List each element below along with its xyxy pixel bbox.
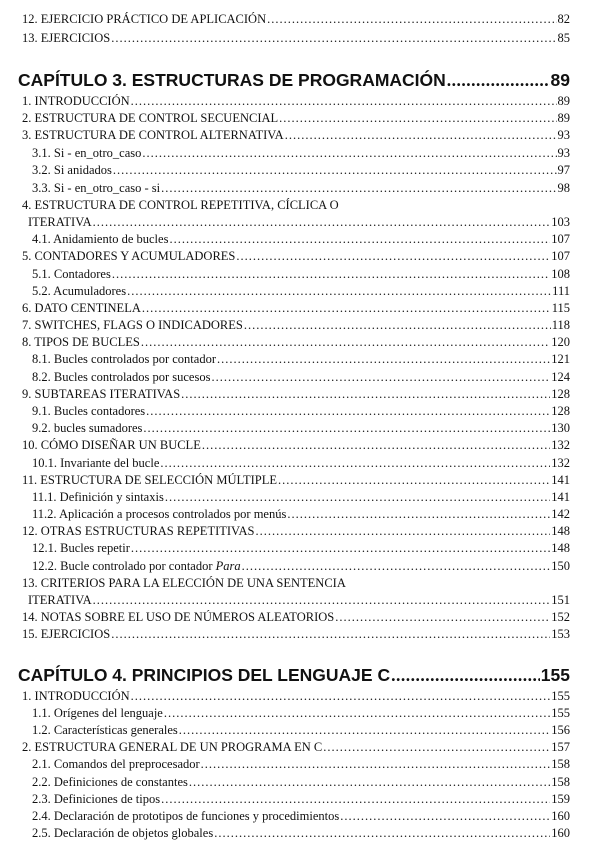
toc-entry-page: 159: [551, 792, 570, 806]
toc-entry: [32, 370, 570, 385]
toc-entry-title: 2. ESTRUCTURA GENERAL DE UN PROGRAMA EN C: [22, 740, 323, 754]
chapter-heading: [18, 665, 570, 686]
dot-leader: [165, 490, 550, 505]
dot-leader: [131, 541, 550, 556]
toc-entry: [32, 809, 570, 824]
toc-entry: [22, 111, 570, 126]
toc-entry: [32, 775, 570, 790]
toc-entry-page: 93: [557, 146, 570, 160]
toc-entry-page: 155: [551, 689, 570, 703]
toc-entry-title: 5.1. Contadores: [32, 267, 111, 281]
toc-entry-page: 115: [551, 301, 570, 315]
toc-entry-title: 13. CRITERIOS PARA LA ELECCIÓN DE UNA SENTENCIA: [22, 576, 346, 590]
toc-entry-title: [32, 559, 241, 574]
dot-leader: [112, 267, 550, 282]
dot-leader: [181, 387, 550, 402]
toc-entry: [22, 31, 570, 46]
toc-entry-title: 1.2. Características generales: [32, 723, 178, 737]
dot-leader: [169, 232, 550, 247]
dot-leader: [164, 706, 550, 721]
toc-entry-page: 157: [551, 740, 570, 754]
toc-entry: [22, 128, 570, 143]
dot-leader: [447, 70, 550, 91]
toc-entry-page: 160: [551, 826, 570, 840]
dot-leader: [217, 352, 550, 367]
toc-entry-page: 160: [551, 809, 570, 823]
dot-leader: [111, 627, 550, 642]
dot-leader: [267, 12, 556, 27]
toc-entry-page: 107: [551, 232, 570, 246]
dot-leader: [142, 301, 551, 316]
toc-entry-page: 98: [557, 181, 570, 195]
toc-entry-title-italic: Para: [215, 559, 241, 573]
toc-entry: [32, 352, 570, 367]
dot-leader: [93, 215, 551, 230]
toc-entry: [22, 318, 570, 333]
toc-entry: [22, 610, 570, 625]
toc-entry-page: 150: [551, 559, 570, 573]
toc-entry-title: 12. EJERCICIO PRÁCTICO DE APLICACIÓN: [22, 12, 267, 26]
toc-entry-page: 158: [551, 757, 570, 771]
toc-entry: [32, 267, 570, 282]
toc-entry-page: 152: [551, 610, 570, 624]
dot-leader: [285, 128, 557, 143]
dot-leader: [391, 665, 540, 686]
toc-entry-title: 3. ESTRUCTURA DE CONTROL ALTERNATIVA: [22, 128, 284, 142]
toc-entry-page: 108: [551, 267, 570, 281]
toc-entry-title: 9.2. bucles sumadores: [32, 421, 143, 435]
toc-entry-page: 155: [551, 706, 570, 720]
toc-entry: [28, 593, 570, 608]
toc-entry-title: 9.1. Bucles contadores: [32, 404, 146, 418]
toc-entry-page: 89: [557, 111, 570, 125]
toc-entry-title: 8.2. Bucles controlados por sucesos: [32, 370, 211, 384]
toc-entry: [32, 456, 570, 471]
toc-entry-page: 130: [551, 421, 570, 435]
toc-entry-title: 10.1. Invariante del bucle: [32, 456, 160, 470]
toc-entry-page: 85: [557, 31, 570, 45]
dot-leader: [179, 723, 550, 738]
toc-entry-page: 128: [551, 404, 570, 418]
toc-entry-page: 141: [551, 473, 570, 487]
toc-entry-page: 151: [551, 593, 570, 607]
toc-entry: [22, 740, 570, 755]
toc-entry-title: 3.1. Si - en_otro_caso: [32, 146, 142, 160]
toc-entry: [32, 826, 570, 841]
toc-entry-page: 148: [551, 541, 570, 555]
toc-entry-title: 11. ESTRUCTURA DE SELECCIÓN MÚLTIPLE: [22, 473, 277, 487]
toc-entry: [22, 387, 570, 402]
toc-entry: [22, 12, 570, 27]
toc-entry-title: ITERATIVA: [28, 215, 92, 229]
toc-entry-title: 1.1. Orígenes del lenguaje: [32, 706, 163, 720]
dot-leader: [93, 593, 551, 608]
toc-entry-page: 89: [557, 94, 570, 108]
dot-leader: [111, 31, 556, 46]
toc-entry-title: 2.3. Definiciones de tipos: [32, 792, 161, 806]
toc-entry-page: 103: [551, 215, 570, 229]
toc-entry: [32, 490, 570, 505]
dot-leader: [113, 163, 557, 178]
toc-entry: [28, 215, 570, 230]
toc-entry: [22, 524, 570, 539]
toc-entry: [22, 335, 570, 350]
dot-leader: [340, 809, 550, 824]
toc-entry-page: 121: [551, 352, 570, 366]
toc-entry-title-text: 12.2. Bucle controlado por contador: [32, 559, 213, 573]
toc-entry-title: 5.2. Acumuladores: [32, 284, 127, 298]
toc-entry: [32, 181, 570, 196]
toc-entry-page: 118: [551, 318, 570, 332]
toc-entry: [22, 301, 570, 316]
toc-entry: [32, 163, 570, 178]
chapter-heading: [18, 70, 570, 91]
toc-entry-title: 5. CONTADORES Y ACUMULADORES: [22, 249, 236, 263]
toc-entry-title: 4. ESTRUCTURA DE CONTROL REPETITIVA, CÍCLICA O: [22, 198, 339, 212]
toc-entry-page: 142: [551, 507, 570, 521]
toc-entry-title: 6. DATO CENTINELA: [22, 301, 141, 315]
dot-leader: [323, 740, 550, 755]
toc-entry-title: 1. INTRODUCCIÓN: [22, 94, 130, 108]
toc-entry-title: 11.1. Definición y sintaxis: [32, 490, 164, 504]
dot-leader: [211, 370, 550, 385]
toc-entry-page: 107: [551, 249, 570, 263]
toc-entry-title: 2.2. Definiciones de constantes: [32, 775, 188, 789]
toc-entry-page: 124: [551, 370, 570, 384]
dot-leader: [127, 284, 551, 299]
toc-entry-title: 8. TIPOS DE BUCLES: [22, 335, 140, 349]
dot-leader: [131, 689, 551, 704]
dot-leader: [242, 559, 551, 574]
toc-entry-page: 156: [551, 723, 570, 737]
toc-entry-page: 148: [551, 524, 570, 538]
toc-entry: [22, 438, 570, 453]
dot-leader: [287, 507, 550, 522]
toc-entry: [32, 723, 570, 738]
chapter-title: CAPÍTULO 4. PRINCIPIOS DEL LENGUAJE C: [18, 665, 391, 685]
toc-entry: [22, 473, 570, 488]
toc-entry: [32, 507, 570, 522]
toc-entry-title: 2.4. Declaración de prototipos de funciones y procedimientos: [32, 809, 340, 823]
toc-entry-title: 11.2. Aplicación a procesos controlados por menús: [32, 507, 287, 521]
toc-entry-page: 141: [551, 490, 570, 504]
dot-leader: [255, 524, 550, 539]
toc-entry-page: 93: [557, 128, 570, 142]
chapter-title: CAPÍTULO 3. ESTRUCTURAS DE PROGRAMACIÓN: [18, 70, 446, 90]
toc-entry-page: 158: [551, 775, 570, 789]
dot-leader: [146, 404, 550, 419]
toc-entry: [32, 232, 570, 247]
dot-leader: [142, 146, 556, 161]
toc-entry-title: 2.5. Declaración de objetos globales: [32, 826, 214, 840]
toc-entry-page: 132: [551, 456, 570, 470]
toc-entry-title: 12. OTRAS ESTRUCTURAS REPETITIVAS: [22, 524, 255, 538]
chapter-page: 89: [550, 70, 570, 90]
dot-leader: [244, 318, 551, 333]
dot-leader: [214, 826, 550, 841]
chapter-page: 155: [540, 665, 570, 685]
dot-leader: [278, 473, 550, 488]
toc-entry-title: 2.1. Comandos del preprocesador: [32, 757, 200, 771]
toc-entry: [32, 706, 570, 721]
toc-entry-title: 7. SWITCHES, FLAGS O INDICADORES: [22, 318, 243, 332]
toc-entry: [32, 541, 570, 556]
dot-leader: [161, 792, 550, 807]
toc-entry-page: 82: [557, 12, 570, 26]
toc-entry: [32, 421, 570, 436]
toc-entry: [22, 249, 570, 264]
dot-leader: [201, 757, 551, 772]
toc-entry-title: 3.3. Si - en_otro_caso - si: [32, 181, 161, 195]
toc-entry-title: 3.2. Si anidados: [32, 163, 112, 177]
toc-entry-page: 132: [551, 438, 570, 452]
dot-leader: [143, 421, 550, 436]
toc-entry: [22, 94, 570, 109]
toc-entry-title: 15. EJERCICIOS: [22, 627, 111, 641]
toc-entry-title: 10. CÓMO DISEÑAR UN BUCLE: [22, 438, 201, 452]
toc-entry-page: 97: [557, 163, 570, 177]
toc-entry: [32, 284, 570, 299]
toc-entry: [22, 689, 570, 704]
dot-leader: [202, 438, 550, 453]
dot-leader: [161, 181, 556, 196]
toc-entry-title: ITERATIVA: [28, 593, 92, 607]
toc-entry-title: 2. ESTRUCTURA DE CONTROL SECUENCIAL: [22, 111, 279, 125]
toc-entry-title: 8.1. Bucles controlados por contador: [32, 352, 216, 366]
dot-leader: [160, 456, 550, 471]
dot-leader: [131, 94, 557, 109]
toc-entry-title: 13. EJERCICIOS: [22, 31, 111, 45]
toc-entry-page: 111: [552, 284, 570, 298]
toc-entry-page: 120: [551, 335, 570, 349]
dot-leader: [189, 775, 550, 790]
toc-entry: [32, 146, 570, 161]
toc-entry: [32, 792, 570, 807]
dot-leader: [279, 111, 556, 126]
dot-leader: [236, 249, 550, 264]
toc-entry-title: 14. NOTAS SOBRE EL USO DE NÚMEROS ALEATORIOS: [22, 610, 335, 624]
toc-entry-title: 12.1. Bucles repetir: [32, 541, 130, 555]
toc-entry: [22, 627, 570, 642]
toc-entry-title: 1. INTRODUCCIÓN: [22, 689, 130, 703]
toc-entry: [32, 757, 570, 772]
toc-entry-title: 9. SUBTAREAS ITERATIVAS: [22, 387, 181, 401]
toc-entry: [32, 404, 570, 419]
dot-leader: [335, 610, 550, 625]
toc-entry-title: 4.1. Anidamiento de bucles: [32, 232, 169, 246]
toc-entry: [32, 559, 570, 574]
toc-entry-page: 128: [551, 387, 570, 401]
dot-leader: [141, 335, 550, 350]
toc-entry-page: 153: [551, 627, 570, 641]
